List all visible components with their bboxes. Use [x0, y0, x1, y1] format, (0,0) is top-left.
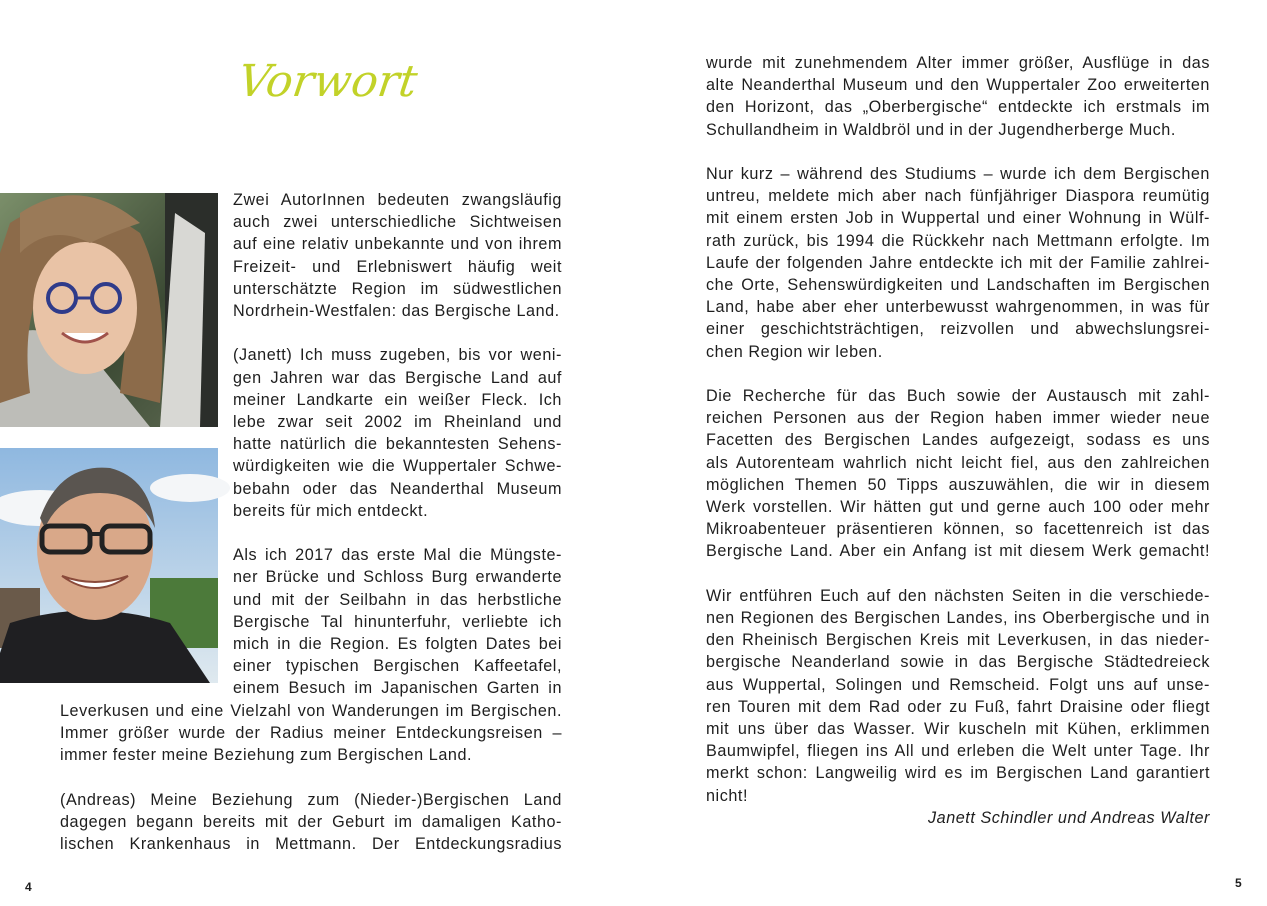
- heading-script: [235, 44, 421, 124]
- paragraph-2017-cont: [60, 700, 562, 767]
- text-line: Baumwipfel, fliegen ins All und erleben die Welt unter Tage. Ihr: [706, 742, 1210, 761]
- text-line: gen Jahren war das Bergische Land auf: [233, 368, 562, 387]
- signature: Janett Schindler und Andreas Walter: [928, 808, 1210, 827]
- text-line: auf eine relativ unbekannte und von ihrem: [233, 235, 562, 254]
- photo-woman-icon: [0, 193, 218, 427]
- text-line: immer fester meine Beziehung zum Bergischen Land.: [60, 746, 473, 765]
- text-line: lebe zwar seit 2002 im Rheinland und: [233, 413, 562, 432]
- text-line: einer typischen Bergischen Kaffeetafel,: [233, 657, 562, 676]
- paragraph-studium: [706, 163, 1210, 363]
- text-line: merkt schon: Langweilig wird es im Bergischen Land garantiert: [706, 764, 1210, 783]
- text-line: Facetten des Bergischen Landes aufgezeigt, sodass es uns: [706, 431, 1210, 450]
- text-line: Laufe der folgenden Jahre entdeckte ich mit der Familie zahlrei-: [706, 253, 1210, 272]
- page-number-left: 4: [25, 880, 32, 894]
- text-line: und mit der Seilbahn in das herbstliche: [233, 590, 562, 609]
- paragraph-recherche: [706, 385, 1210, 563]
- text-line: einem Besuch im Japanischen Garten in: [233, 679, 562, 698]
- text-line: ner Brücke und Schloss Burg erwanderte: [233, 568, 562, 587]
- text-line: Leverkusen und eine Vielzahl von Wanderungen im Bergischen.: [60, 702, 562, 720]
- text-line: auch zwei unterschiedliche Sichtweisen: [233, 213, 562, 232]
- text-line: Schullandheim in Waldbröl und in der Jugendherberge Much.: [706, 120, 1176, 139]
- text-line: ren Touren mit dem Rad oder zu Fuß, fahrt Draisine oder fliegt: [706, 697, 1210, 716]
- text-line: (Andreas) Meine Beziehung zum (Nieder-)Bergischen Land: [60, 790, 562, 809]
- text-line: als Autorenteam wahrlich nicht leicht fiel, aus den zahlreichen: [706, 453, 1210, 472]
- text-line: Nur kurz – während des Studiums – wurde ich dem Bergischen: [706, 165, 1210, 183]
- text-line: Die Recherche für das Buch sowie der Austausch mit zahl-: [706, 387, 1210, 406]
- left-column-narrow: [233, 189, 562, 700]
- text-line: Bergische Land. Aber ein Anfang ist mit diesem Werk gemacht!: [706, 542, 1210, 561]
- left-column-wide: [60, 700, 562, 855]
- text-line: Freizeit- und Erlebniswert häufig weit: [233, 257, 562, 276]
- text-line: Wir entführen Euch auf den nächsten Seiten in die verschiede-: [706, 586, 1210, 605]
- text-line: möglichen Themen 50 Tipps auszuwählen, die wir in diesem: [706, 475, 1210, 494]
- text-line: reichen Personen aus der Region haben immer wieder neue: [706, 409, 1210, 428]
- text-line: nen Regionen des Bergischen Landes, ins Oberbergische und in: [706, 609, 1210, 628]
- right-column: [706, 52, 1210, 829]
- text-line: Werk vorstellen. Wir hätten gut und gerne auch 100 oder mehr: [706, 498, 1210, 517]
- text-line: Land, habe aber eher unterbewusst wahrgenommen, in was für: [706, 298, 1210, 317]
- text-line: Bergische Tal hinunterfuhr, verliebte ich: [233, 612, 562, 631]
- text-line: würdigkeiten wie die Wuppertaler Schwe-: [233, 457, 562, 476]
- text-line: mich in die Region. Es folgten Dates bei: [233, 635, 562, 654]
- text-line: untreu, meldete mich aber nach fünfjähriger Diaspora reumütig: [706, 187, 1210, 206]
- paragraph-janett: [233, 344, 562, 522]
- text-line: den Horizont, das „Oberbergische“ entdeckte ich erstmals im: [706, 98, 1210, 117]
- text-line: bebahn oder das Neanderthal Museum: [233, 479, 562, 498]
- text-line: rath zurück, bis 1994 die Rückkehr nach Mettmann erfolgte. Im: [706, 231, 1210, 250]
- text-line: wurde mit zunehmendem Alter immer größer, Ausflüge in das: [706, 54, 1210, 72]
- text-line: bergische Neanderland sowie in das Bergische Städtedreieck: [706, 653, 1210, 672]
- text-line: Nordrhein-Westfalen: das Bergische Land.: [233, 302, 560, 321]
- text-line: bereits für mich entdeckt.: [233, 501, 429, 520]
- heading-text: Vorwort: [235, 56, 421, 107]
- text-line: Als ich 2017 das erste Mal die Müngste-: [233, 546, 562, 565]
- portrait-andreas: [0, 448, 218, 683]
- text-line: Zwei AutorInnen bedeuten zwangsläufig: [233, 191, 562, 209]
- page-heading: [235, 44, 421, 124]
- text-line: einer geschichtsträchtigen, reizvollen und abwechslungsrei-: [706, 320, 1210, 339]
- photo-man-icon: [0, 448, 218, 683]
- paragraph-andreas: [60, 789, 562, 856]
- text-line: lischen Krankenhaus in Mettmann. Der Entdeckungsradius: [60, 835, 562, 854]
- text-line: mit uns über das Wasser. Wir kuscheln mit Kühen, erklimmen: [706, 720, 1210, 739]
- paragraph-2017: [233, 544, 562, 699]
- text-line: nicht!: [706, 786, 748, 805]
- text-line: Mikroabenteuer präsentieren können, so facettenreich ist das: [706, 520, 1210, 539]
- text-line: den Rheinisch Bergischen Kreis mit Leverkusen, in das nieder-: [706, 631, 1210, 650]
- portrait-janett: [0, 193, 218, 427]
- text-line: dagegen begann bereits mit der Geburt im damaligen Katho-: [60, 813, 562, 831]
- paragraph-andreas-cont: [706, 52, 1210, 141]
- text-line: (Janett) Ich muss zugeben, bis vor weni-: [233, 346, 562, 365]
- paragraph-intro: [233, 189, 562, 322]
- text-line: unterschätzte Region im südwestlichen: [233, 279, 562, 298]
- text-line: hatte natürlich die bekanntesten Sehens-: [233, 435, 562, 454]
- text-line: che Orte, Sehenswürdigkeiten und Landschaften im Bergischen: [706, 276, 1210, 295]
- text-line: chen Region wir leben.: [706, 342, 883, 361]
- text-line: mit einem ersten Job in Wuppertal und einer Wohnung in Wülf-: [706, 209, 1210, 228]
- page-number-right: 5: [1235, 876, 1242, 890]
- text-line: alte Neanderthal Museum und den Wuppertaler Zoo erweiterten: [706, 76, 1210, 95]
- text-line: Immer größer wurde der Radius meiner Entdeckungsreisen –: [60, 724, 562, 743]
- text-line: aus Wuppertal, Solingen und Remscheid. Folgt uns auf unse-: [706, 675, 1210, 694]
- text-line: meiner Landkarte ein weißer Fleck. Ich: [233, 390, 562, 409]
- paragraph-entfuehren: [706, 585, 1210, 807]
